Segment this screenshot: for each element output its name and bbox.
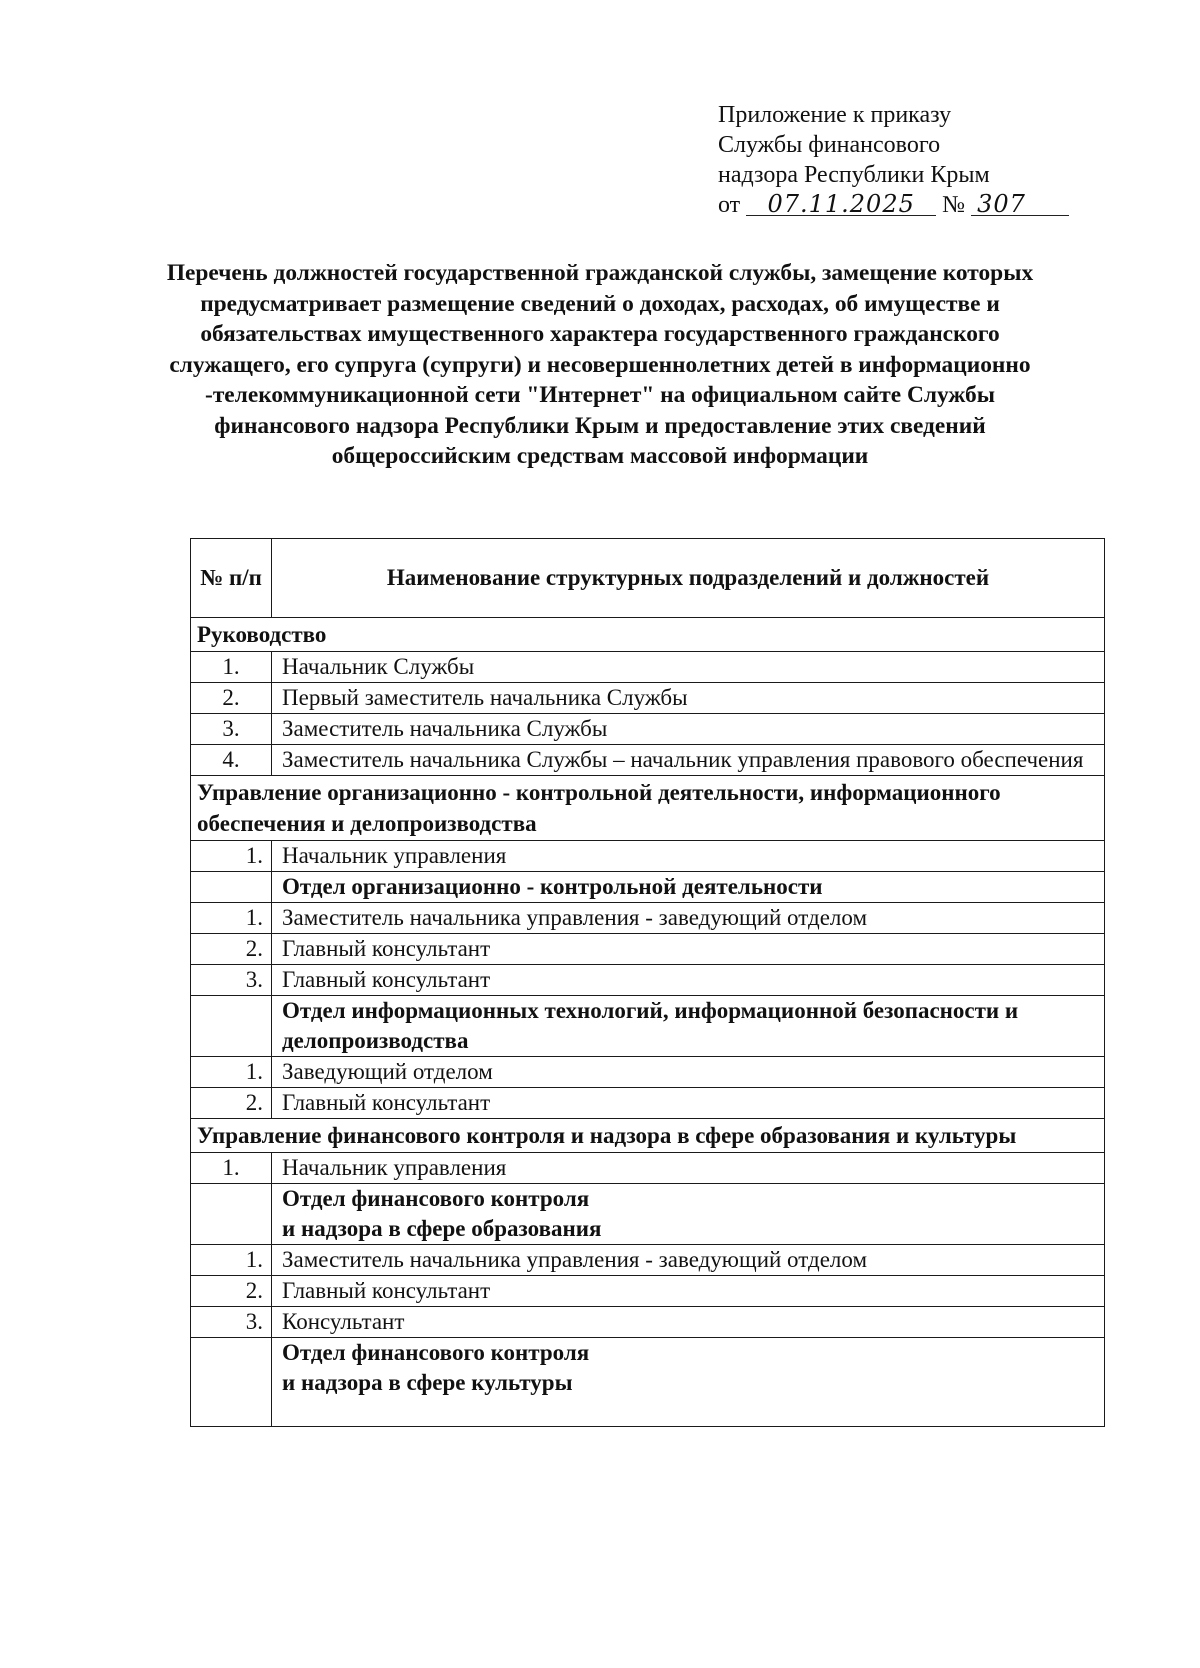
row-num: 2. <box>191 934 272 965</box>
department-title-line: Отдел финансового контроля <box>282 1340 590 1365</box>
row-name: Начальник управления <box>272 841 1105 872</box>
department-title <box>272 1338 1105 1427</box>
number-sign: № <box>942 192 966 218</box>
row-num: 2. <box>191 683 272 714</box>
row-num: 1. <box>191 903 272 934</box>
row-num: 3. <box>191 714 272 745</box>
row-num-empty <box>191 996 272 1057</box>
department-title-line: Отдел финансового контроля <box>282 1186 590 1211</box>
header-num: № п/п <box>191 539 272 618</box>
table-row <box>191 652 1105 683</box>
section-title: Управление организационно - контрольной деятельности, информационного обеспечения и делопроизводства <box>191 776 1105 841</box>
row-name: Заместитель начальника Службы <box>272 714 1105 745</box>
row-name: Начальник Службы <box>272 652 1105 683</box>
department-title-line: и надзора в сфере образования <box>282 1216 602 1241</box>
row-name: Главный консультант <box>272 1276 1105 1307</box>
row-num: 1. <box>191 652 272 683</box>
table-row <box>191 841 1105 872</box>
document-title: Перечень должностей государственной гражданской службы, замещение которых предусматривает размещение сведений о доходах, расходах, об имуществе и обязательствах имущественного характера государственного гражданского служащего, его супруга (супруги) и несовершеннолетних детей в информационно -телекоммуникационной сети "Интернет" на официальном сайте Службы финансового надзора Республики Крым и предоставление этих сведений общероссийским средствам массовой информации <box>166 260 1034 469</box>
department-row <box>191 1184 1105 1245</box>
section-row <box>191 776 1105 841</box>
table-row <box>191 1276 1105 1307</box>
department-row <box>191 1338 1105 1427</box>
row-num: 1. <box>191 1245 272 1276</box>
section-title: Руководство <box>191 618 1105 652</box>
department-title: Отдел организационно - контрольной деятельности <box>272 872 1105 903</box>
table-row <box>191 745 1105 776</box>
order-number: 307 <box>971 193 1069 216</box>
row-num: 1. <box>191 841 272 872</box>
row-name: Заместитель начальника управления - заведующий отделом <box>272 903 1105 934</box>
department-title-line: и надзора в сфере культуры <box>282 1370 573 1395</box>
from-prefix: от <box>718 192 741 218</box>
row-name: Главный консультант <box>272 1088 1105 1119</box>
order-date: 07.11.2025 <box>746 193 936 216</box>
row-name: Начальник управления <box>272 1153 1105 1184</box>
department-title: Отдел информационных технологий, информационной безопасности и делопроизводства <box>272 996 1105 1057</box>
row-num: 1. <box>191 1153 272 1184</box>
appendix-order-line <box>718 190 1069 220</box>
table-row <box>191 683 1105 714</box>
row-name: Заведующий отделом <box>272 1057 1105 1088</box>
row-num-empty <box>191 872 272 903</box>
row-num: 4. <box>191 745 272 776</box>
row-num: 2. <box>191 1088 272 1119</box>
department-title <box>272 1184 1105 1245</box>
row-name: Главный консультант <box>272 934 1105 965</box>
table-row <box>191 965 1105 996</box>
row-name: Главный консультант <box>272 965 1105 996</box>
row-num-empty <box>191 1338 272 1427</box>
table-row <box>191 903 1105 934</box>
table-row <box>191 1245 1105 1276</box>
table-row <box>191 1057 1105 1088</box>
header-name: Наименование структурных подразделений и должностей <box>272 539 1105 618</box>
row-name: Консультант <box>272 1307 1105 1338</box>
appendix-line-2: Службы финансового <box>718 132 941 158</box>
table-row <box>191 1088 1105 1119</box>
row-name: Первый заместитель начальника Службы <box>272 683 1105 714</box>
row-num: 3. <box>191 965 272 996</box>
row-num-empty <box>191 1184 272 1245</box>
row-num: 3. <box>191 1307 272 1338</box>
appendix-line-3: надзора Республики Крым <box>718 162 990 188</box>
appendix-block <box>718 100 1069 220</box>
row-name: Заместитель начальника Службы – начальник управления правового обеспечения <box>272 745 1105 776</box>
table-row <box>191 934 1105 965</box>
section-title: Управление финансового контроля и надзора в сфере образования и культуры <box>191 1119 1105 1153</box>
section-row <box>191 618 1105 652</box>
table-row <box>191 1307 1105 1338</box>
table-row <box>191 714 1105 745</box>
row-name: Заместитель начальника управления - заведующий отделом <box>272 1245 1105 1276</box>
department-row <box>191 872 1105 903</box>
row-num: 1. <box>191 1057 272 1088</box>
table-header <box>191 539 1105 618</box>
row-num: 2. <box>191 1276 272 1307</box>
positions-table <box>190 538 1105 1427</box>
table-row <box>191 1153 1105 1184</box>
section-row <box>191 1119 1105 1153</box>
department-row <box>191 996 1105 1057</box>
appendix-line-1: Приложение к приказу <box>718 102 952 128</box>
